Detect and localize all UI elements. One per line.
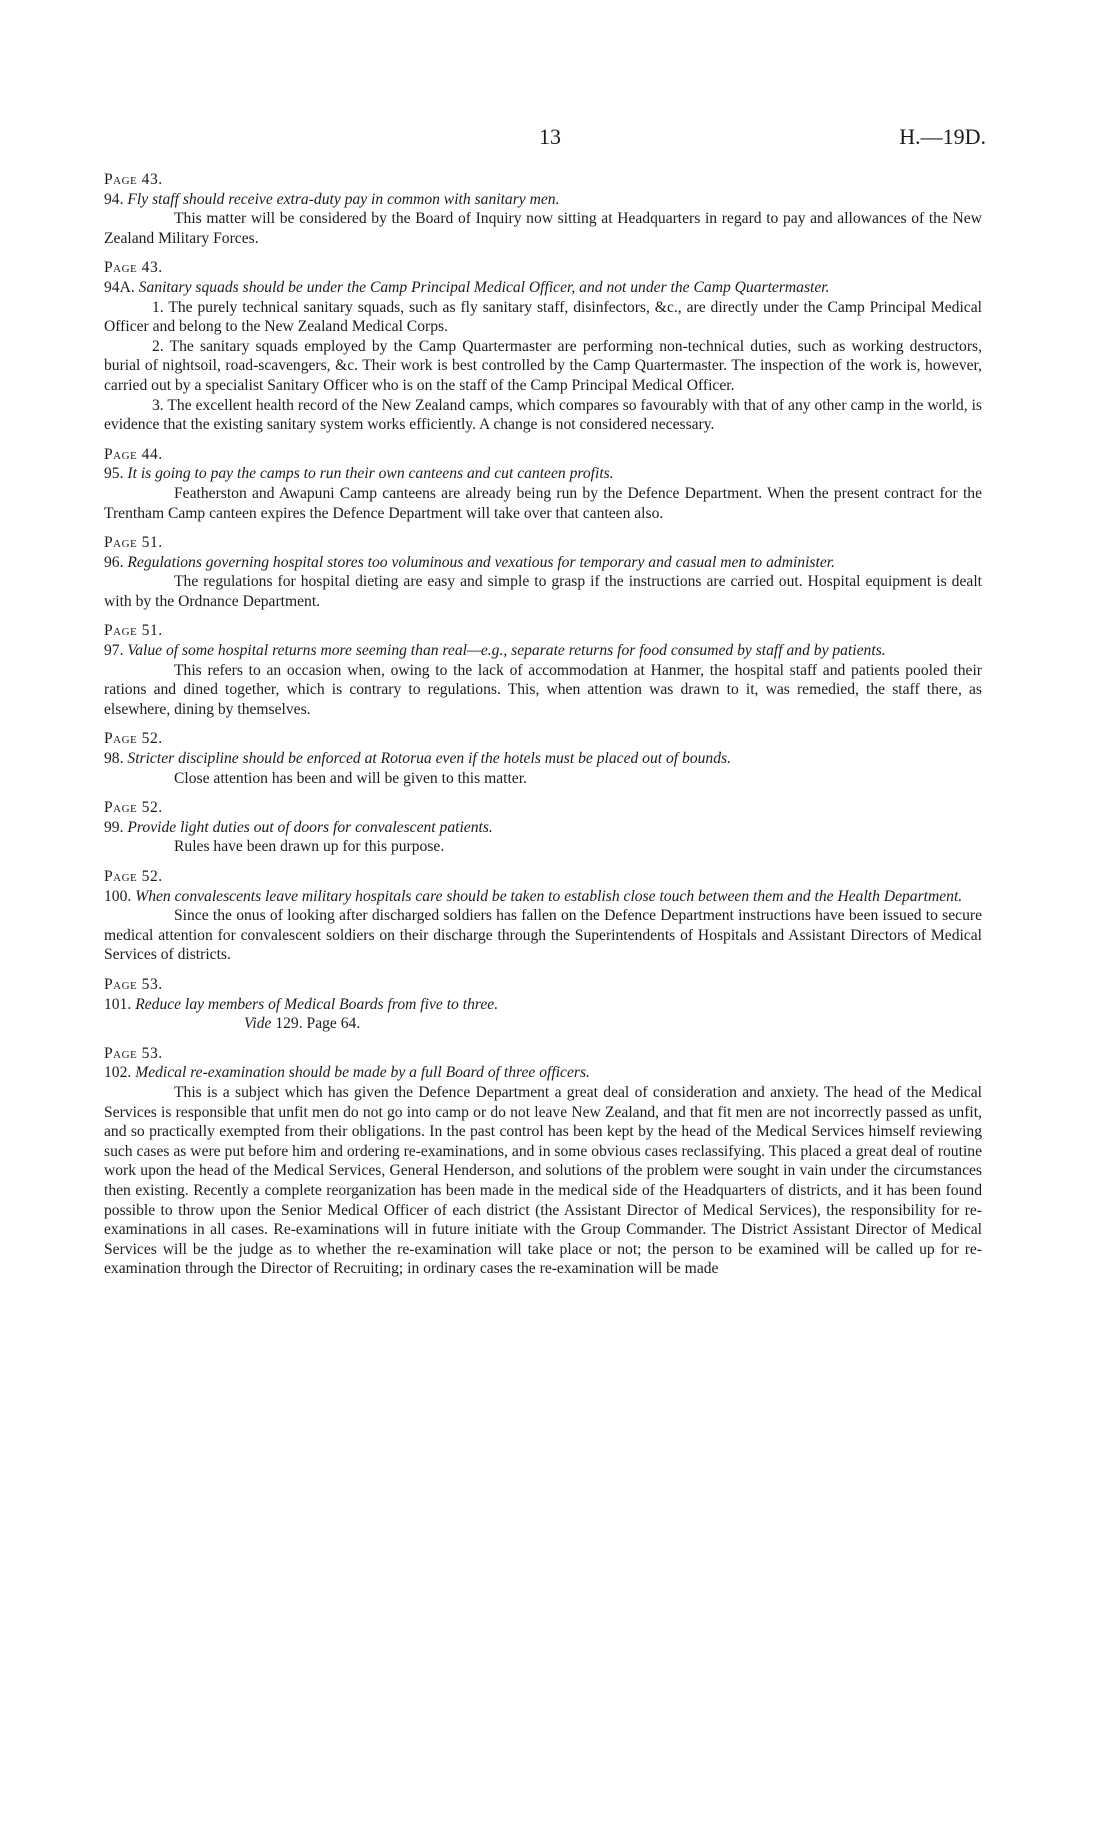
recommendation-number: 101.: [104, 995, 132, 1013]
recommendation: [104, 749, 982, 769]
response-paragraph: Since the onus of looking after discharged soldiers has fallen on the Defence Department instructions have been issued to secure medical attention for convalescent soldiers on their discharge through the Superintendents of Hospitals and Assistant Directors of Medical Services of districts.: [104, 907, 982, 964]
recommendation-text: Provide light duties out of doors for convalescent patients.: [127, 818, 493, 836]
response-paragraph: Close attention has been and will be given to this matter.: [174, 769, 527, 787]
recommendation: [104, 818, 982, 838]
recommendation: [104, 464, 982, 484]
response-paragraph: 1. The purely technical sanitary squads, such as fly sanitary staff, disinfectors, &c., are directly under the Camp Principal Medical Officer and belong to the New Zealand Medical Corps.: [104, 298, 982, 336]
recommendation-number: 97.: [104, 642, 124, 660]
cross-reference: [104, 1014, 982, 1034]
vide-label: Vide: [244, 1015, 272, 1033]
recommendation: [104, 553, 982, 573]
section-94a: [104, 258, 982, 434]
recommendation-text: Value of some hospital returns more seeming than real—e.g., separate returns for food consumed by staff and by patients.: [127, 642, 886, 660]
recommendation-number: 96.: [104, 553, 124, 571]
document-reference: H.—19D.: [899, 124, 986, 149]
page-reference: Page 52.: [104, 868, 163, 885]
response-paragraph: The regulations for hospital dieting are easy and simple to grasp if the instructions are carried out. Hospital equipment is dealt with by the Ordnance Department.: [104, 573, 982, 610]
recommendation-number: 94.: [104, 190, 124, 208]
page-reference: Page 51.: [104, 622, 163, 640]
section-96: [104, 533, 982, 611]
vide-reference: 129. Page 64.: [275, 1015, 361, 1033]
response-paragraph: This is a subject which has given the Defence Department a great deal of consideration and anxiety. The head of the Medical Services is responsible that unfit men do not go into camp or do not leave New Zealand, and that fit men are not incorrectly passed as unfit, and so practically exempted from their obligations. In the past control has been kept by the head of the Medical Services himself reviewing such cases as were put before him and ordering re-examinations, and in some obvious cases reclassifying. This placed a great deal of routine work upon the head of the Medical Services, General Henderson, and solutions of the problem were sought in vain under the circumstances then existing. Recently a complete reorganization has been made in the medical side of the Headquarters of districts, and it has been found possible to throw upon the Senior Medical Officer of each district (the Assistant Director of Medical Services), the responsibility for re-examinations in all cases. Re-examinations will in future initiate with the Group Commander. The District Assistant Director of Medical Services will be the judge as to whether the re-examination will take place or not; the person to be examined will be called up for re-examination through the Director of Recruiting; in ordinary cases the re-examination will be made: [104, 1083, 982, 1278]
response-paragraph: 2. The sanitary squads employed by the Camp Quartermaster are performing non-technical duties, such as working destructors, burial of nightsoil, road-scavengers, &c. Their work is best controlled by the Camp Quartermaster. The inspection of the work is, however, carried out by a specialist Sanitary Officer who is on the staff of the Camp Principal Medical Officer.: [104, 337, 982, 394]
recommendation-number: 94A.: [104, 278, 135, 296]
recommendation-text: Stricter discipline should be enforced at Rotorua even if the hotels must be placed out of bounds.: [127, 750, 731, 768]
page-number: 13: [539, 124, 561, 149]
recommendation-text: Medical re-examination should be made by a full Board of three officers.: [135, 1064, 590, 1082]
page-reference: Page 43.: [104, 171, 163, 188]
response-paragraph: Rules have been drawn up for this purpose.: [174, 838, 445, 856]
section-95: [104, 445, 982, 523]
page-reference: Page 44.: [104, 445, 163, 463]
page-reference: Page 53.: [104, 975, 163, 993]
page-reference: Page 52.: [104, 730, 163, 748]
recommendation: [104, 1063, 982, 1083]
recommendation: [104, 190, 982, 210]
response-paragraph: This refers to an occasion when, owing to the lack of accommodation at Hanmer, the hospital staff and patients pooled their rations and dined together, which is contrary to regulations. This, when attention was drawn to it, was remedied, the staff there, as elsewhere, dining by themselves.: [104, 661, 982, 718]
section-94: [104, 170, 982, 248]
recommendation-text: Fly staff should receive extra-duty pay in common with sanitary men.: [127, 190, 560, 208]
section-101: [104, 975, 982, 1034]
section-102: [104, 1044, 982, 1279]
recommendation-number: 95.: [104, 465, 124, 483]
recommendation-number: 102.: [104, 1064, 132, 1082]
recommendation: [104, 887, 982, 907]
section-100: [104, 867, 982, 965]
response-paragraph: Featherston and Awapuni Camp canteens are already being run by the Defence Department. When the present contract for the Trentham Camp canteen expires the Defence Department will take over that canteen also.: [104, 484, 982, 522]
document-body: [104, 170, 982, 1289]
section-97: [104, 621, 982, 719]
recommendation-number: 98.: [104, 750, 124, 768]
page-reference: Page 53.: [104, 1044, 163, 1062]
page-reference: Page 52.: [104, 799, 163, 817]
recommendation-number: 99.: [104, 818, 124, 836]
page-reference: Page 43.: [104, 259, 163, 277]
page-reference: Page 51.: [104, 534, 163, 552]
recommendation-number: 100.: [104, 887, 132, 905]
recommendation: [104, 641, 982, 661]
recommendation: [104, 995, 982, 1015]
recommendation-text: Regulations governing hospital stores too voluminous and vexatious for temporary and casual men to administer.: [127, 553, 835, 571]
recommendation-text: Sanitary squads should be under the Camp Principal Medical Officer, and not under the Camp Quartermaster.: [138, 278, 830, 296]
response-paragraph: This matter will be considered by the Board of Inquiry now sitting at Headquarters in regard to pay and allowances of the New Zealand Military Forces.: [104, 210, 982, 247]
recommendation-text: Reduce lay members of Medical Boards from five to three.: [135, 995, 499, 1013]
recommendation: [104, 278, 982, 298]
recommendation-text: It is going to pay the camps to run their own canteens and cut canteen profits.: [127, 465, 614, 483]
recommendation-text: When convalescents leave military hospitals care should be taken to establish close touch between them and the Health Department.: [135, 887, 963, 905]
section-98: [104, 729, 982, 788]
response-paragraph: 3. The excellent health record of the New Zealand camps, which compares so favourably with that of any other camp in the world, is evidence that the existing sanitary system works efficiently. A change is not considered necessary.: [104, 396, 982, 434]
section-99: [104, 798, 982, 857]
